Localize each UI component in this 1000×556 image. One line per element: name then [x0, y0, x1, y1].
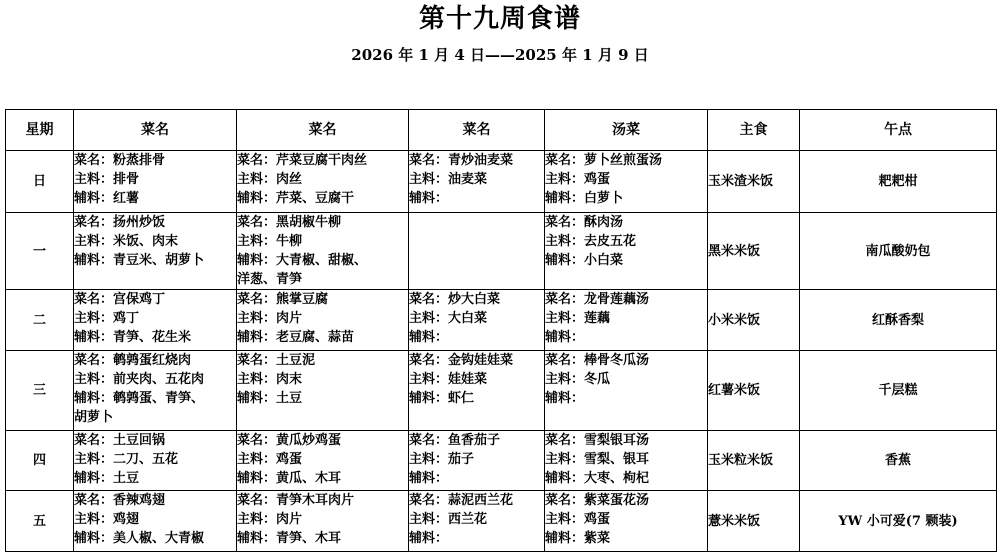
dish-line: 菜名：萝卜丝煎蛋汤 [545, 153, 663, 168]
staple-cell: 红薯米饭 [708, 351, 800, 431]
dish-cell [237, 351, 409, 431]
dish-line: 辅料：美人椒、大青椒 [74, 531, 205, 546]
table-row [6, 151, 997, 213]
dish-line: 辅料：芹菜、豆腐干 [237, 191, 355, 206]
dish-line: 辅料：土豆 [74, 471, 140, 486]
dish-line: 主料：鸡丁 [74, 311, 140, 326]
dish-line: 主料：肉片 [237, 512, 303, 527]
header-staple: 主食 [708, 110, 800, 151]
dish-line: 辅料：黄瓜、木耳 [237, 471, 342, 486]
dish-line: 辅料：大枣、枸杞 [545, 471, 650, 486]
dish-line: 辅料： [409, 531, 449, 546]
header-dish-3: 菜名 [409, 110, 545, 151]
dish-line: 辅料： [409, 191, 449, 206]
dish-line: 菜名：龙骨莲藕汤 [545, 292, 650, 307]
dish-line: 菜名：鱼香茄子 [409, 433, 501, 448]
dish-line: 洋葱、青笋 [237, 272, 303, 287]
weekday-cell: 日 [6, 151, 74, 213]
table-row [6, 351, 997, 431]
dish-cell [409, 290, 545, 351]
weekday-cell: 二 [6, 290, 74, 351]
dish-line: 胡萝卜 [74, 410, 114, 425]
staple-cell: 黑米米饭 [708, 213, 800, 290]
dish-line: 菜名：熊掌豆腐 [237, 292, 329, 307]
weekday-cell: 四 [6, 431, 74, 491]
dish-line: 菜名：酥肉汤 [545, 215, 624, 230]
dish-line: 菜名：扬州炒饭 [74, 215, 166, 230]
dish-line: 辅料： [545, 330, 585, 345]
dish-line: 主料：大白菜 [409, 311, 488, 326]
table-row [6, 431, 997, 491]
dish-cell [409, 491, 545, 552]
dish-cell [409, 213, 545, 290]
staple-cell: 玉米粒米饭 [708, 431, 800, 491]
dish-line: 主料：雪梨、银耳 [545, 452, 650, 467]
dish-line: 菜名：黑胡椒牛柳 [237, 215, 342, 230]
date-range: 2026 年 1 月 4 日——2025 年 1 月 9 日 [351, 46, 649, 64]
dish-line: 辅料：紫菜 [545, 531, 611, 546]
soup-cell [545, 213, 708, 290]
dish-line: 菜名：粉蒸排骨 [74, 153, 166, 168]
dish-line: 主料：茄子 [409, 452, 475, 467]
dish-line: 辅料：虾仁 [409, 391, 475, 406]
dish-line: 菜名：鹌鹑蛋红烧肉 [74, 353, 192, 368]
staple-cell: 玉米渣米饭 [708, 151, 800, 213]
dish-line: 辅料：青笋、木耳 [237, 531, 342, 546]
table-row [6, 213, 997, 290]
dish-line: 菜名：香辣鸡翅 [74, 493, 166, 508]
dish-line: 菜名：金钩娃娃菜 [409, 353, 514, 368]
dish-line: 主料：二刀、五花 [74, 452, 179, 467]
header-row [6, 110, 997, 151]
dish-cell [409, 351, 545, 431]
weekday-cell: 一 [6, 213, 74, 290]
dish-line: 菜名：紫菜蛋花汤 [545, 493, 650, 508]
dish-line: 辅料： [409, 330, 449, 345]
dish-line: 主料：冬瓜 [545, 372, 611, 387]
dish-line: 主料：娃娃菜 [409, 372, 488, 387]
dish-line: 辅料：小白菜 [545, 253, 624, 268]
snack-cell: 千层糕 [800, 351, 997, 431]
dish-cell [74, 151, 237, 213]
dish-line: 菜名：宫保鸡丁 [74, 292, 166, 307]
dish-cell [237, 290, 409, 351]
table-row [6, 290, 997, 351]
soup-cell [545, 431, 708, 491]
dish-cell [74, 351, 237, 431]
dish-line: 菜名：土豆回锅 [74, 433, 166, 448]
dish-line: 辅料：红薯 [74, 191, 140, 206]
dish-line: 主料：肉片 [237, 311, 303, 326]
dish-line: 主料：肉末 [237, 372, 303, 387]
dish-cell [74, 213, 237, 290]
dish-line: 辅料：青笋、花生米 [74, 330, 192, 345]
dish-line: 主料：米饭、肉末 [74, 234, 179, 249]
dish-line: 主料：莲藕 [545, 311, 611, 326]
dish-line: 主料：去皮五花 [545, 234, 637, 249]
dish-line: 辅料：白萝卜 [545, 191, 624, 206]
dish-line: 菜名：黄瓜炒鸡蛋 [237, 433, 342, 448]
dish-cell [237, 491, 409, 552]
snack-cell: 香蕉 [800, 431, 997, 491]
dish-line: 菜名：青炒油麦菜 [409, 153, 514, 168]
dish-line: 辅料：老豆腐、蒜苗 [237, 330, 355, 345]
dish-line: 主料：鸡蛋 [545, 512, 611, 527]
header-soup: 汤菜 [545, 110, 708, 151]
soup-cell [545, 290, 708, 351]
header-dish-1: 菜名 [74, 110, 237, 151]
snack-cell: 红酥香梨 [800, 290, 997, 351]
soup-cell [545, 491, 708, 552]
dish-line: 菜名：棒骨冬瓜汤 [545, 353, 650, 368]
dish-line: 菜名：土豆泥 [237, 353, 316, 368]
header-snack: 午点 [800, 110, 997, 151]
dish-line: 主料：鸡蛋 [545, 172, 611, 187]
dish-line: 主料：鸡蛋 [237, 452, 303, 467]
dish-line: 辅料：青豆米、胡萝卜 [74, 253, 205, 268]
table-row [6, 491, 997, 552]
dish-line: 主料：牛柳 [237, 234, 303, 249]
menu-table [5, 109, 997, 552]
dish-line: 菜名：青笋木耳肉片 [237, 493, 355, 508]
weekday-cell: 三 [6, 351, 74, 431]
soup-cell [545, 351, 708, 431]
dish-cell [237, 431, 409, 491]
weekday-cell: 五 [6, 491, 74, 552]
dish-line: 主料：前夹肉、五花肉 [74, 372, 205, 387]
dish-line: 菜名：蒜泥西兰花 [409, 493, 514, 508]
snack-cell: YW 小可爱(7 颗装) [800, 491, 997, 552]
dish-line: 辅料：鹌鹑蛋、青笋、 [74, 391, 205, 406]
dish-line: 主料：西兰花 [409, 512, 488, 527]
dish-line: 辅料：大青椒、甜椒、 [237, 253, 368, 268]
dish-cell [409, 151, 545, 213]
dish-cell [74, 431, 237, 491]
dish-cell [237, 213, 409, 290]
dish-line: 菜名：炒大白菜 [409, 292, 501, 307]
header-weekday: 星期 [6, 110, 74, 151]
dish-line: 主料：鸡翅 [74, 512, 140, 527]
dish-cell [237, 151, 409, 213]
dish-line: 菜名：雪梨银耳汤 [545, 433, 650, 448]
dish-line: 主料：肉丝 [237, 172, 303, 187]
dish-line: 主料：排骨 [74, 172, 140, 187]
snack-cell: 南瓜酸奶包 [800, 213, 997, 290]
snack-cell: 耙耙柑 [800, 151, 997, 213]
dish-line: 辅料：土豆 [237, 391, 303, 406]
dish-cell [74, 290, 237, 351]
dish-cell [74, 491, 237, 552]
dish-line: 辅料： [409, 471, 449, 486]
page-title: 第十九周食谱 [418, 4, 581, 34]
soup-cell [545, 151, 708, 213]
dish-cell [409, 431, 545, 491]
dish-line: 辅料： [545, 391, 585, 406]
staple-cell: 小米米饭 [708, 290, 800, 351]
dish-line: 主料：油麦菜 [409, 172, 488, 187]
header-dish-2: 菜名 [237, 110, 409, 151]
staple-cell: 薏米米饭 [708, 491, 800, 552]
dish-line: 菜名：芹菜豆腐干肉丝 [237, 153, 368, 168]
